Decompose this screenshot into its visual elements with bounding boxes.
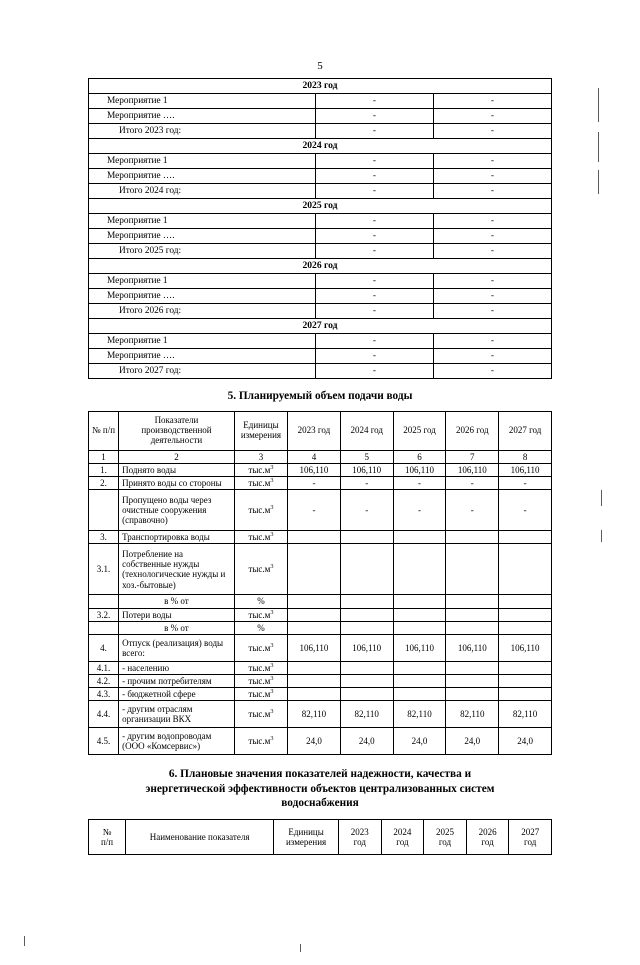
row-value-1: - [315, 124, 433, 139]
table-row [89, 674, 552, 687]
row-value-2027 [499, 687, 552, 700]
table-section-header [89, 199, 552, 214]
column-header-2023: 2023 год [288, 412, 341, 451]
row-value-2: - [433, 214, 551, 229]
row-value-2026 [446, 621, 499, 634]
row-value-2025 [393, 531, 446, 544]
row-value-2023 [288, 608, 341, 621]
table-row [89, 687, 552, 700]
index-cell: 2 [119, 451, 235, 464]
table-row [89, 621, 552, 634]
row-unit: $тыс.м^3$ [234, 661, 287, 674]
row-value-2: - [433, 229, 551, 244]
row-value-2025: 106,110 [393, 634, 446, 661]
scan-mark [598, 132, 599, 162]
index-cell: 3 [234, 451, 287, 464]
row-value-2023 [288, 661, 341, 674]
table-row [89, 608, 552, 621]
index-cell: 5 [340, 451, 393, 464]
row-value-2024 [340, 674, 393, 687]
row-name: Потребление на собственные нужды (технологические нужды и хоз.-бытовые) [119, 544, 235, 595]
row-name: - другим отраслям организации ВКХ [119, 700, 235, 727]
row-value-2027: - [499, 477, 552, 490]
section6-heading-line3: водоснабжения [281, 797, 359, 810]
row-name: - другим водопроводам (ООО «Комсервис») [119, 727, 235, 754]
table-row [89, 477, 552, 490]
column-header-2024: 2024 год [340, 412, 393, 451]
scan-mark [598, 88, 599, 122]
table-row [89, 124, 552, 139]
row-index: 4.2. [89, 674, 119, 687]
column-header-2027: 2027 год [509, 819, 552, 854]
row-value-2027 [499, 531, 552, 544]
row-value-2026 [446, 608, 499, 621]
row-value-1: - [315, 349, 433, 364]
row-value-2: - [433, 94, 551, 109]
row-value-2027: 106,110 [499, 634, 552, 661]
row-unit: % [234, 621, 287, 634]
row-value-2027 [499, 608, 552, 621]
row-label: Мероприятие 1 [89, 334, 316, 349]
row-value-2026: 106,110 [446, 464, 499, 477]
row-value-2023: 24,0 [288, 727, 341, 754]
row-value-2025 [393, 608, 446, 621]
row-name: - бюджетной сфере [119, 687, 235, 700]
row-value-2026 [446, 661, 499, 674]
section-title: 2023 год [89, 79, 552, 94]
row-value-2024 [340, 621, 393, 634]
section6-heading-line2: энергетической эффективности объектов централизованных систем [145, 782, 495, 795]
row-unit: $тыс.м^3$ [234, 608, 287, 621]
row-index: 4.4. [89, 700, 119, 727]
events-table-body [89, 79, 552, 379]
row-value-2025 [393, 687, 446, 700]
table-row [89, 154, 552, 169]
water-volume-table [88, 411, 552, 755]
row-unit: $тыс.м^3$ [234, 674, 287, 687]
row-index [89, 490, 119, 531]
row-value-2025: 82,110 [393, 700, 446, 727]
row-unit: $тыс.м^3$ [234, 464, 287, 477]
table-row [89, 304, 552, 319]
row-value-2023: - [288, 490, 341, 531]
row-value-2: - [433, 274, 551, 289]
row-value-2025 [393, 661, 446, 674]
table-row [89, 214, 552, 229]
row-value-2023 [288, 621, 341, 634]
row-value-2023 [288, 531, 341, 544]
table-section-header [89, 319, 552, 334]
section6-heading-line1: 6. Плановые значения показателей надежности, качества и [168, 767, 472, 780]
row-value-2026 [446, 674, 499, 687]
row-value-2024: 24,0 [340, 727, 393, 754]
table-header-row [89, 412, 552, 451]
row-label: Мероприятие …. [89, 349, 316, 364]
row-value-2023 [288, 544, 341, 595]
index-cell: 4 [288, 451, 341, 464]
table-row [89, 700, 552, 727]
row-index [89, 621, 119, 634]
row-value-2027 [499, 544, 552, 595]
row-name: Отпуск (реализация) воды всего: [119, 634, 235, 661]
row-value-2: - [433, 304, 551, 319]
index-cell: 8 [499, 451, 552, 464]
row-unit: $тыс.м^3$ [234, 727, 287, 754]
row-value-1: - [315, 244, 433, 259]
row-value-2025: 106,110 [393, 464, 446, 477]
row-label: Итого 2026 год: [89, 304, 316, 319]
scan-mark [598, 170, 599, 194]
index-cell: 7 [446, 451, 499, 464]
row-value-1: - [315, 94, 433, 109]
table-row [89, 169, 552, 184]
column-header-2024: 2024 год [381, 819, 424, 854]
table-row [89, 464, 552, 477]
section6-heading [88, 767, 552, 811]
row-value-2026 [446, 531, 499, 544]
row-value-2: - [433, 169, 551, 184]
table-index-row [89, 451, 552, 464]
row-label: Мероприятие …. [89, 229, 316, 244]
index-cell: 6 [393, 451, 446, 464]
page-content [88, 78, 552, 855]
table-row [89, 229, 552, 244]
table-row [89, 490, 552, 531]
column-header-2026: 2026 год [466, 819, 509, 854]
row-value-2024 [340, 544, 393, 595]
row-label: Итого 2024 год: [89, 184, 316, 199]
row-index: 4.1. [89, 661, 119, 674]
row-value-2: - [433, 334, 551, 349]
row-value-1: - [315, 169, 433, 184]
column-header-2025: 2025 год [393, 412, 446, 451]
scan-mark [601, 490, 602, 506]
row-value-2023: - [288, 477, 341, 490]
row-name: Транспортировка воды [119, 531, 235, 544]
section-title: 2027 год [89, 319, 552, 334]
section-title: 2025 год [89, 199, 552, 214]
column-header-units: Единицы измерения [274, 819, 339, 854]
table-row [89, 544, 552, 595]
row-index [89, 595, 119, 608]
row-name: Поднято воды [119, 464, 235, 477]
table-row [89, 727, 552, 754]
row-value-2027 [499, 621, 552, 634]
row-label: Итого 2025 год: [89, 244, 316, 259]
table-row [89, 531, 552, 544]
row-value-1: - [315, 184, 433, 199]
row-value-1: - [315, 154, 433, 169]
section5-heading: 5. Планируемый объем подачи воды [227, 390, 413, 402]
table-row [89, 349, 552, 364]
row-unit: $тыс.м^3$ [234, 544, 287, 595]
row-value-2024: - [340, 490, 393, 531]
row-unit: $тыс.м^3$ [234, 477, 287, 490]
row-index: 1. [89, 464, 119, 477]
row-unit: $тыс.м^3$ [234, 700, 287, 727]
row-unit: $тыс.м^3$ [234, 634, 287, 661]
row-value-2026 [446, 687, 499, 700]
column-header-2023: 2023 год [339, 819, 382, 854]
row-value-2027 [499, 595, 552, 608]
table-row [89, 244, 552, 259]
row-value-2024 [340, 531, 393, 544]
row-value-2023 [288, 687, 341, 700]
row-value-2027: 24,0 [499, 727, 552, 754]
row-unit: $тыс.м^3$ [234, 490, 287, 531]
row-label: Мероприятие 1 [89, 94, 316, 109]
table-section-header [89, 79, 552, 94]
row-index: 3.2. [89, 608, 119, 621]
row-index: 4.5. [89, 727, 119, 754]
row-value-2027: 106,110 [499, 464, 552, 477]
row-value-1: - [315, 334, 433, 349]
row-value-2025 [393, 544, 446, 595]
row-name: в % от [119, 595, 235, 608]
row-value-2026: 82,110 [446, 700, 499, 727]
row-value-2023 [288, 674, 341, 687]
column-header-2027: 2027 год [499, 412, 552, 451]
row-name: в % от [119, 621, 235, 634]
table-row [89, 595, 552, 608]
row-value-1: - [315, 364, 433, 379]
row-value-2026: 24,0 [446, 727, 499, 754]
row-value-2: - [433, 184, 551, 199]
row-value-2: - [433, 349, 551, 364]
row-value-2027: - [499, 490, 552, 531]
row-label: Мероприятие 1 [89, 214, 316, 229]
row-label: Мероприятие …. [89, 289, 316, 304]
row-value-2025 [393, 621, 446, 634]
section-title: 2026 год [89, 259, 552, 274]
row-value-2025: - [393, 490, 446, 531]
row-value-2023 [288, 595, 341, 608]
scan-mark [300, 944, 301, 952]
row-index: 4. [89, 634, 119, 661]
row-name: - населению [119, 661, 235, 674]
column-header-2026: 2026 год [446, 412, 499, 451]
row-value-2025: 24,0 [393, 727, 446, 754]
events-table [88, 78, 552, 379]
reliability-indicators-table [88, 819, 552, 855]
column-header-indicator: Показатели производственной деятельности [119, 412, 235, 451]
row-unit: $тыс.м^3$ [234, 531, 287, 544]
row-value-2: - [433, 364, 551, 379]
row-value-2023: 106,110 [288, 634, 341, 661]
row-value-2026 [446, 595, 499, 608]
row-value-2023: 106,110 [288, 464, 341, 477]
row-name: Принято воды со стороны [119, 477, 235, 490]
table-row [89, 109, 552, 124]
row-value-2024: - [340, 477, 393, 490]
page-number: 5 [317, 60, 323, 72]
row-index: 3. [89, 531, 119, 544]
row-label: Итого 2023 год: [89, 124, 316, 139]
row-value-2025: - [393, 477, 446, 490]
row-label: Мероприятие 1 [89, 154, 316, 169]
row-value-2024: 82,110 [340, 700, 393, 727]
table-row [89, 634, 552, 661]
row-label: Мероприятие …. [89, 169, 316, 184]
scan-mark [24, 936, 25, 946]
column-header-num: № п/п [89, 412, 119, 451]
row-index: 3.1. [89, 544, 119, 595]
table-row [89, 94, 552, 109]
row-value-2024 [340, 661, 393, 674]
row-value-2026: - [446, 477, 499, 490]
scan-mark [601, 530, 602, 542]
row-value-2027: 82,110 [499, 700, 552, 727]
row-value-2025 [393, 595, 446, 608]
row-label: Мероприятие 1 [89, 274, 316, 289]
row-value-2026 [446, 544, 499, 595]
table-row [89, 289, 552, 304]
table-header-row [89, 819, 552, 854]
row-value-1: - [315, 274, 433, 289]
table-row [89, 661, 552, 674]
row-value-1: - [315, 214, 433, 229]
row-value-2026: 106,110 [446, 634, 499, 661]
row-value-2025 [393, 674, 446, 687]
column-header-units: Единицы измерения [234, 412, 287, 451]
document-page [0, 60, 640, 965]
row-name: Пропущено воды через очистные сооружения (справочно) [119, 490, 235, 531]
table-row [89, 364, 552, 379]
table-row [89, 184, 552, 199]
row-value-2: - [433, 244, 551, 259]
row-label: Мероприятие …. [89, 109, 316, 124]
row-value-2027 [499, 674, 552, 687]
water-volume-table-body [89, 412, 552, 755]
table-row [89, 334, 552, 349]
table-section-header [89, 139, 552, 154]
row-value-2: - [433, 289, 551, 304]
row-index: 4.3. [89, 687, 119, 700]
row-name: Потери воды [119, 608, 235, 621]
index-cell: 1 [89, 451, 119, 464]
row-value-2027 [499, 661, 552, 674]
table-row [89, 274, 552, 289]
column-header-2025: 2025 год [424, 819, 467, 854]
row-value-2024: 106,110 [340, 634, 393, 661]
row-unit: $тыс.м^3$ [234, 687, 287, 700]
row-value-1: - [315, 229, 433, 244]
row-label: Итого 2027 год: [89, 364, 316, 379]
row-value-2024 [340, 687, 393, 700]
row-value-2023: 82,110 [288, 700, 341, 727]
row-value-1: - [315, 304, 433, 319]
table-section-header [89, 259, 552, 274]
row-value-2024: 106,110 [340, 464, 393, 477]
row-value-2024 [340, 595, 393, 608]
column-header-num: № п/п [89, 819, 126, 854]
row-value-2024 [340, 608, 393, 621]
row-index: 2. [89, 477, 119, 490]
row-value-2: - [433, 109, 551, 124]
column-header-name: Наименование показателя [126, 819, 274, 854]
row-name: - прочим потребителям [119, 674, 235, 687]
row-value-1: - [315, 289, 433, 304]
row-value-2026: - [446, 490, 499, 531]
row-unit: % [234, 595, 287, 608]
section-title: 2024 год [89, 139, 552, 154]
row-value-2: - [433, 154, 551, 169]
row-value-2: - [433, 124, 551, 139]
reliability-table-body [89, 819, 552, 854]
row-value-1: - [315, 109, 433, 124]
